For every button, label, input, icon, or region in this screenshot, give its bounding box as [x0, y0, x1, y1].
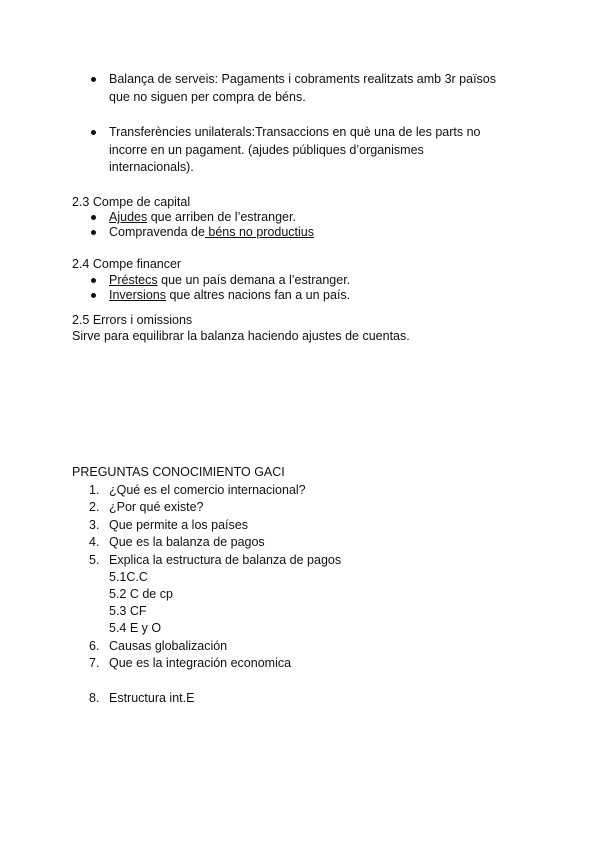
list-number: 7.	[89, 656, 100, 670]
paragraph-line: Transferències unilaterals:Transaccions en què una de les parts no	[109, 125, 481, 139]
paragraph: Sirve para equilibrar la balanza haciendo ajustes de cuentas.	[72, 329, 410, 343]
question-item: Estructura int.E	[109, 691, 195, 705]
item-text: Compravenda de	[109, 225, 205, 239]
list-number: 4.	[89, 535, 100, 549]
question-item: Causas globalización	[109, 639, 228, 653]
question-item: Que permite a los países	[109, 518, 248, 532]
bullet-dot	[91, 230, 96, 235]
list-item	[109, 224, 314, 241]
list-number: 2.	[89, 500, 100, 514]
link-text: Inversions	[109, 288, 166, 302]
question-item: Que es la balanza de pagos	[109, 535, 265, 549]
question-item: Explica la estructura de balanza de pagos	[109, 553, 342, 567]
paragraph-line: incorre en un pagament. (ajudes públiques d’organismes	[109, 143, 424, 157]
list-number: 8.	[89, 691, 100, 705]
question-item: ¿Qué es el comercio internacional?	[109, 483, 306, 497]
bullet-dot	[91, 77, 96, 82]
list-number: 1.	[89, 483, 100, 497]
item-text: que altres nacions fan a un país.	[165, 288, 351, 302]
section-heading: 2.3 Compe de capital	[72, 195, 191, 209]
link-text: béns no productius	[204, 225, 315, 239]
list-item	[109, 287, 350, 304]
sub-item: 5.1C.C	[109, 570, 148, 584]
list-number: 6.	[89, 639, 100, 653]
section-heading: 2.4 Compe financer	[72, 257, 182, 271]
question-item: Que es la integración economica	[109, 656, 292, 670]
sub-item: 5.2 C de cp	[109, 587, 173, 601]
paragraph-line: internacionals).	[109, 160, 194, 174]
question-item: ¿Por qué existe?	[109, 500, 204, 514]
sub-item: 5.3 CF	[109, 604, 147, 618]
list-number: 3.	[89, 518, 100, 532]
list-number: 5.	[89, 553, 100, 567]
bullet-dot	[91, 278, 96, 283]
questions-heading: PREGUNTAS CONOCIMIENTO GACI	[72, 465, 285, 479]
bullet-dot	[91, 130, 96, 135]
item-text: que arriben de l’estranger.	[147, 210, 296, 224]
link-text: Ajudes	[109, 210, 148, 224]
bullet-dot	[91, 293, 96, 298]
link-text: Préstecs	[109, 273, 158, 287]
item-text: que un país demana a l’estranger.	[157, 273, 351, 287]
paragraph-line: Balança de serveis: Pagaments i cobraments realitzats amb 3r països	[109, 72, 496, 86]
section-heading: 2.5 Errors i omissions	[72, 313, 193, 327]
sub-item: 5.4 E y O	[109, 621, 162, 635]
bullet-dot	[91, 215, 96, 220]
paragraph-line: que no siguen per compra de béns.	[109, 90, 306, 104]
